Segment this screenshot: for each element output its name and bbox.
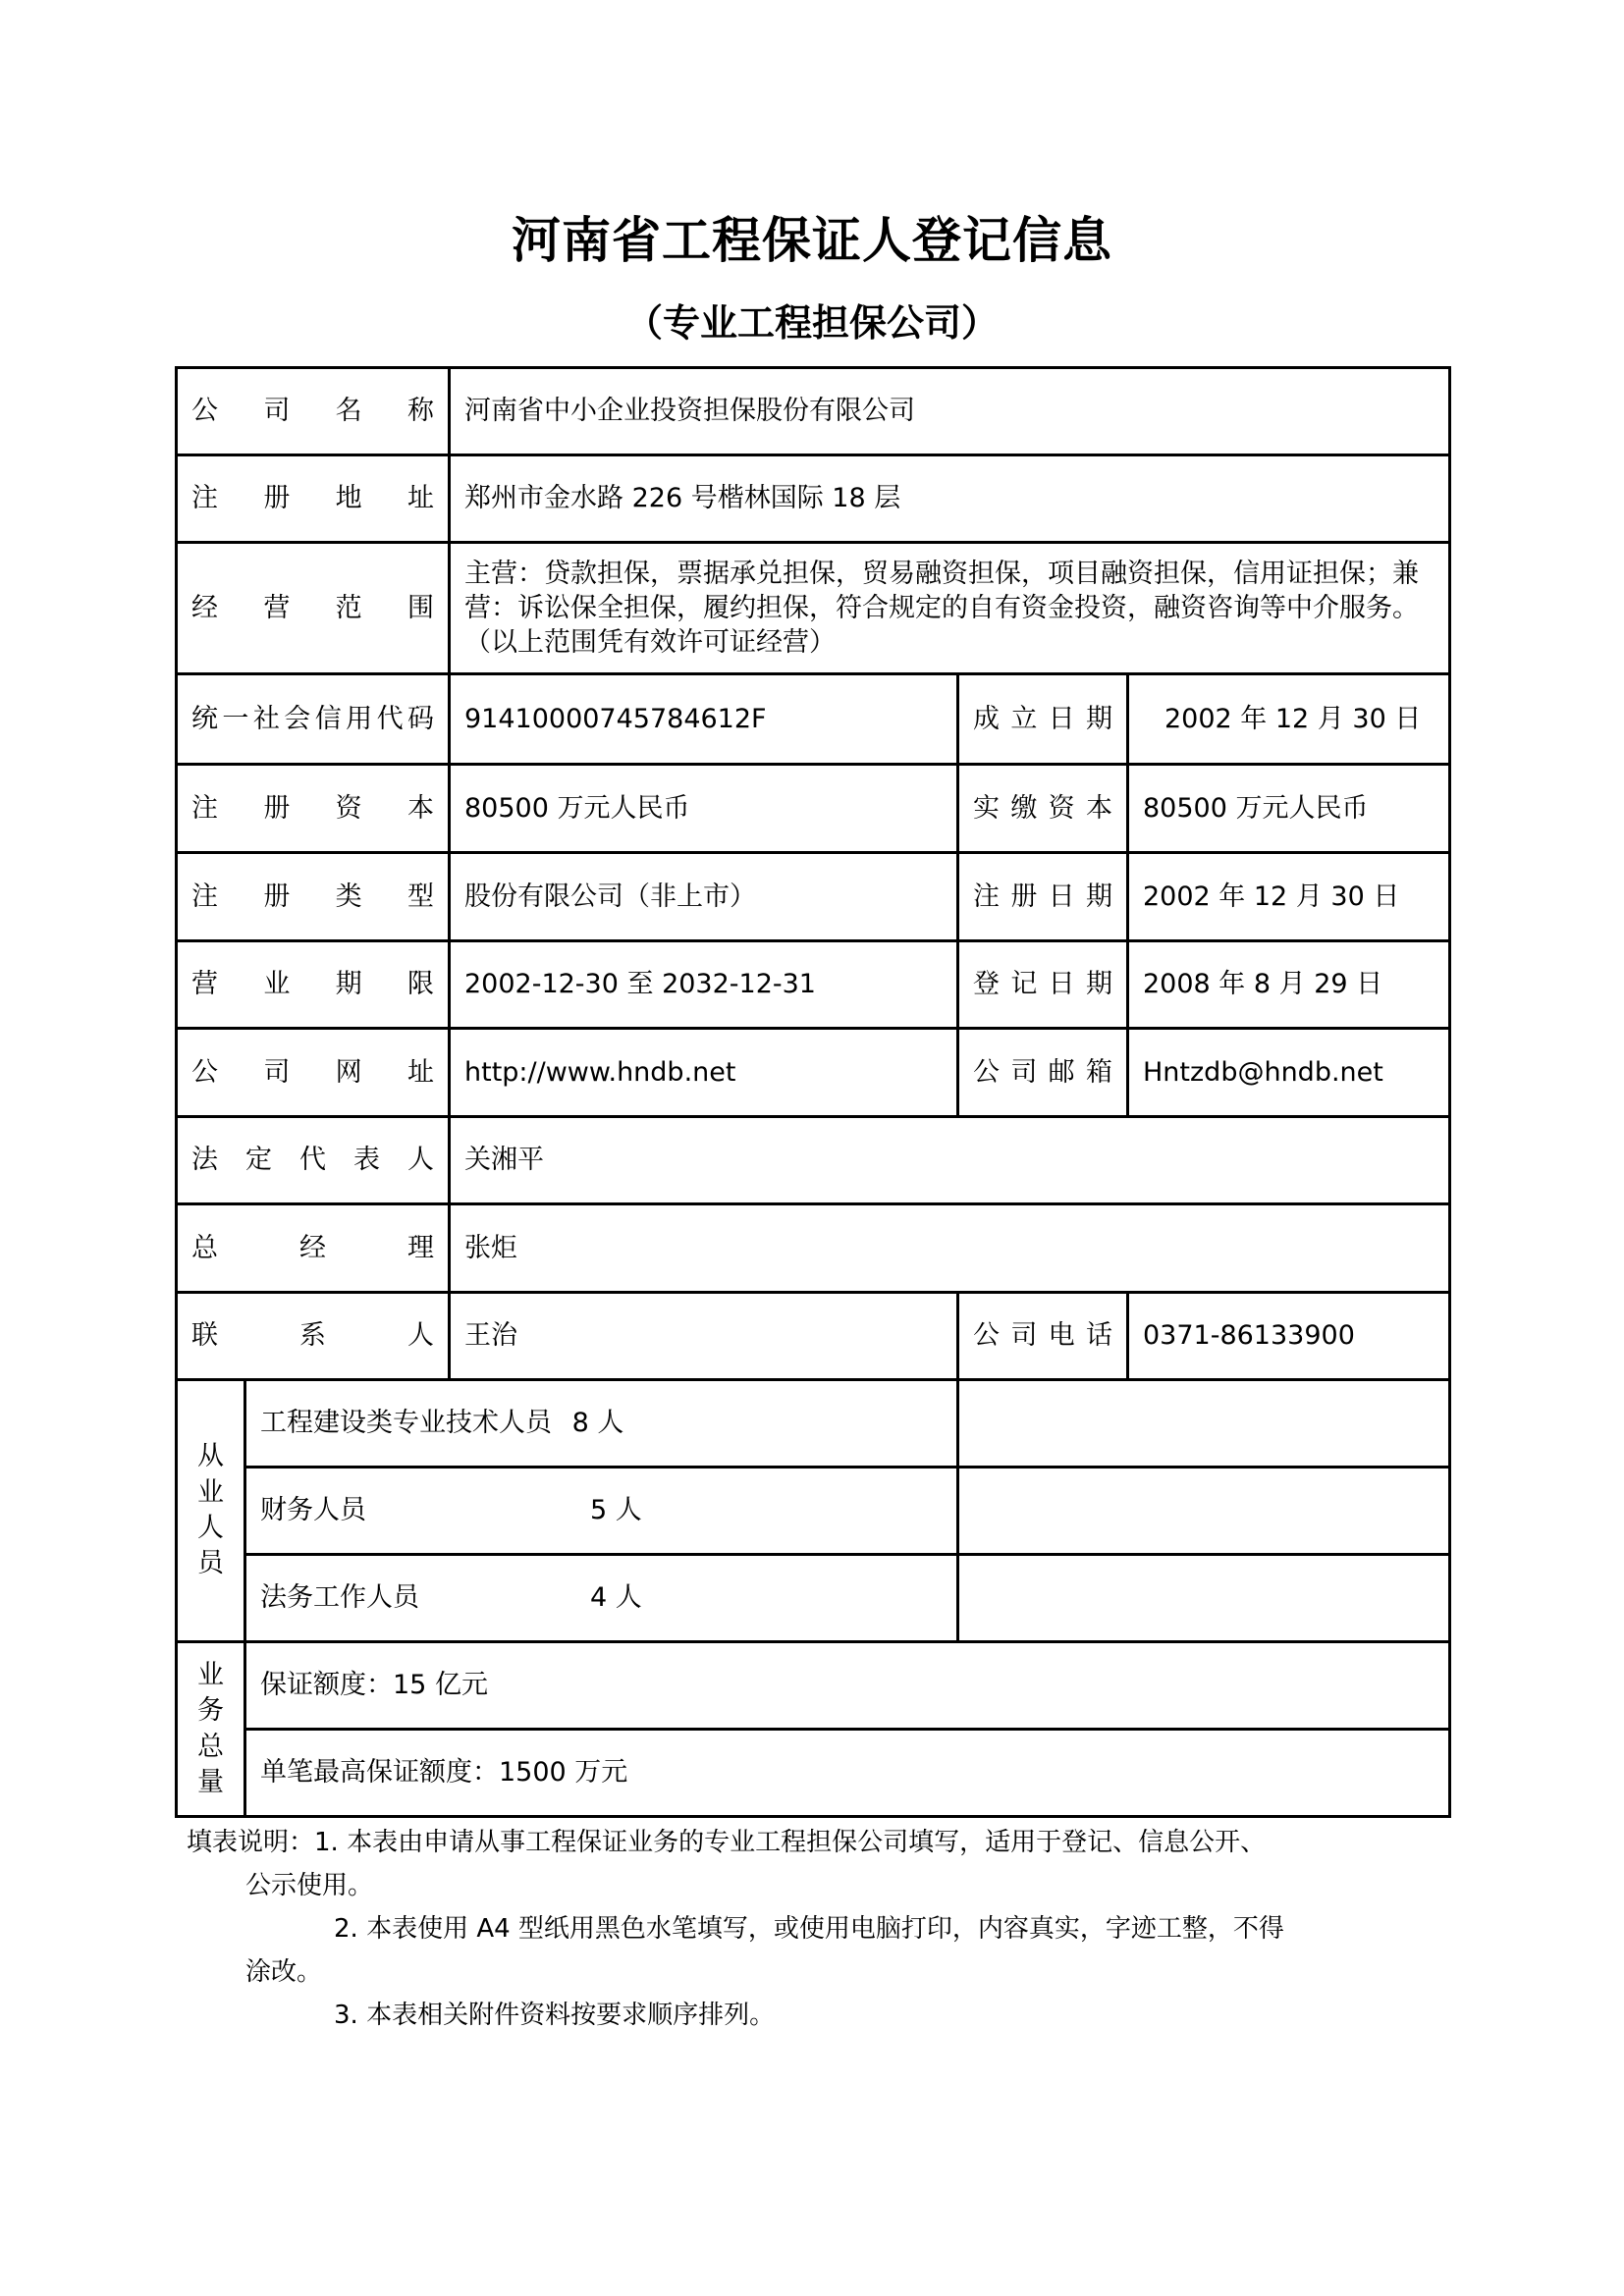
value-address: 郑州市金水路 226 号楷林国际 18 层 <box>450 455 1450 543</box>
row-staff-2 <box>177 1468 1450 1555</box>
note-line: 3. 本表相关附件资料按要求顺序排列。 <box>334 2001 776 2030</box>
row-reg-type <box>177 853 1450 941</box>
label-manager: 总经理 <box>177 1204 450 1293</box>
label-staff-char: 业 <box>197 1476 224 1508</box>
row-credit-code <box>177 674 1450 765</box>
row-scope <box>177 543 1450 674</box>
label-company-name: 公司名称 <box>177 368 450 455</box>
label-staff-char: 人 <box>197 1513 224 1543</box>
value-reg-date: 2002 年 12 月 30 日 <box>1128 853 1450 941</box>
value-website: http://www.hndb.net <box>450 1029 958 1117</box>
note-line: 涂改。 <box>245 1957 323 1987</box>
staff-item <box>245 1380 958 1468</box>
value-record-date: 2008 年 8 月 29 日 <box>1128 941 1450 1029</box>
value-manager: 张炬 <box>450 1204 1450 1293</box>
value-max-single: 单笔最高保证额度：1500 万元 <box>245 1730 1450 1817</box>
label-business <box>177 1642 245 1817</box>
value-credit-code: 91410000745784612F <box>450 674 958 765</box>
label-record-date: 登记日期 <box>958 941 1128 1029</box>
staff-item-count: 8 人 <box>571 1408 624 1439</box>
registration-form <box>175 366 1451 1818</box>
value-email: Hntzdb@hndb.net <box>1128 1029 1450 1117</box>
row-staff-1 <box>177 1380 1450 1468</box>
staff-item <box>245 1468 958 1555</box>
row-contact <box>177 1293 1450 1380</box>
page-subtitle: （专业工程担保公司） <box>624 301 999 345</box>
label-staff-char: 员 <box>197 1548 224 1579</box>
staff-item-name: 财务人员 <box>260 1495 366 1526</box>
label-business-char: 量 <box>197 1766 224 1797</box>
label-reg-type: 注册类型 <box>177 853 450 941</box>
page-title: 河南省工程保证人登记信息 <box>512 212 1112 269</box>
label-legal-rep: 法定代表人 <box>177 1117 450 1204</box>
staff-item-count: 5 人 <box>590 1495 642 1526</box>
label-scope: 经营范围 <box>177 543 450 674</box>
row-term <box>177 941 1450 1029</box>
value-reg-capital: 80500 万元人民币 <box>450 765 958 853</box>
row-manager <box>177 1204 1450 1293</box>
value-phone: 0371-86133900 <box>1128 1293 1450 1380</box>
label-business-char: 总 <box>197 1731 224 1762</box>
fill-instructions <box>187 1821 1284 2037</box>
label-staff <box>177 1380 245 1642</box>
row-business-1 <box>177 1642 1450 1730</box>
staff-item-blank <box>958 1380 1450 1468</box>
label-business-char: 业 <box>197 1659 224 1690</box>
label-reg-capital: 注册资本 <box>177 765 450 853</box>
row-address <box>177 455 1450 543</box>
label-credit-code: 统一社会信用代码 <box>177 674 450 765</box>
staff-item-blank <box>958 1555 1450 1642</box>
row-website <box>177 1029 1450 1117</box>
label-contact: 联系人 <box>177 1293 450 1380</box>
label-business-char: 务 <box>197 1695 224 1727</box>
value-paid-capital: 80500 万元人民币 <box>1128 765 1450 853</box>
value-company-name: 河南省中小企业投资担保股份有限公司 <box>450 368 1450 455</box>
note-line: 公示使用。 <box>245 1871 374 1900</box>
value-legal-rep: 关湘平 <box>450 1117 1450 1204</box>
row-company-name <box>177 368 1450 455</box>
row-legal-rep <box>177 1117 1450 1204</box>
staff-item-name: 工程建设类专业技术人员 <box>260 1408 552 1439</box>
note-line: 填表说明：1. 本表由申请从事工程保证业务的专业工程担保公司填写，适用于登记、信息公开、 <box>187 1828 1267 1857</box>
label-staff-char: 从 <box>197 1441 224 1472</box>
staff-item-blank <box>958 1468 1450 1555</box>
value-reg-type: 股份有限公司（非上市） <box>450 853 958 941</box>
label-email: 公司邮箱 <box>958 1029 1128 1117</box>
staff-item <box>245 1555 958 1642</box>
row-capital <box>177 765 1450 853</box>
value-scope: 主营：贷款担保，票据承兑担保，贸易融资担保，项目融资担保，信用证担保；兼营：诉讼保全担保，履约担保，符合规定的自有资金投资，融资咨询等中介服务。（以上范围凭有效许可证经营） <box>450 543 1450 674</box>
note-line: 2. 本表使用 A4 型纸用黑色水笔填写，或使用电脑打印，内容真实，字迹工整，不得 <box>334 1914 1284 1944</box>
staff-item-count: 4 人 <box>590 1582 642 1614</box>
value-contact: 王治 <box>450 1293 958 1380</box>
row-staff-3 <box>177 1555 1450 1642</box>
value-guarantee-amount: 保证额度：15 亿元 <box>245 1642 1450 1730</box>
label-paid-capital: 实缴资本 <box>958 765 1128 853</box>
label-founded: 成立日期 <box>958 674 1128 765</box>
value-term: 2002-12-30 至 2032-12-31 <box>450 941 958 1029</box>
label-phone: 公司电话 <box>958 1293 1128 1380</box>
label-reg-date: 注册日期 <box>958 853 1128 941</box>
label-website: 公司网址 <box>177 1029 450 1117</box>
value-founded: 2002 年 12 月 30 日 <box>1128 674 1450 765</box>
label-term: 营业期限 <box>177 941 450 1029</box>
staff-item-name: 法务工作人员 <box>260 1582 419 1614</box>
row-business-2 <box>177 1730 1450 1817</box>
label-address: 注册地址 <box>177 455 450 543</box>
